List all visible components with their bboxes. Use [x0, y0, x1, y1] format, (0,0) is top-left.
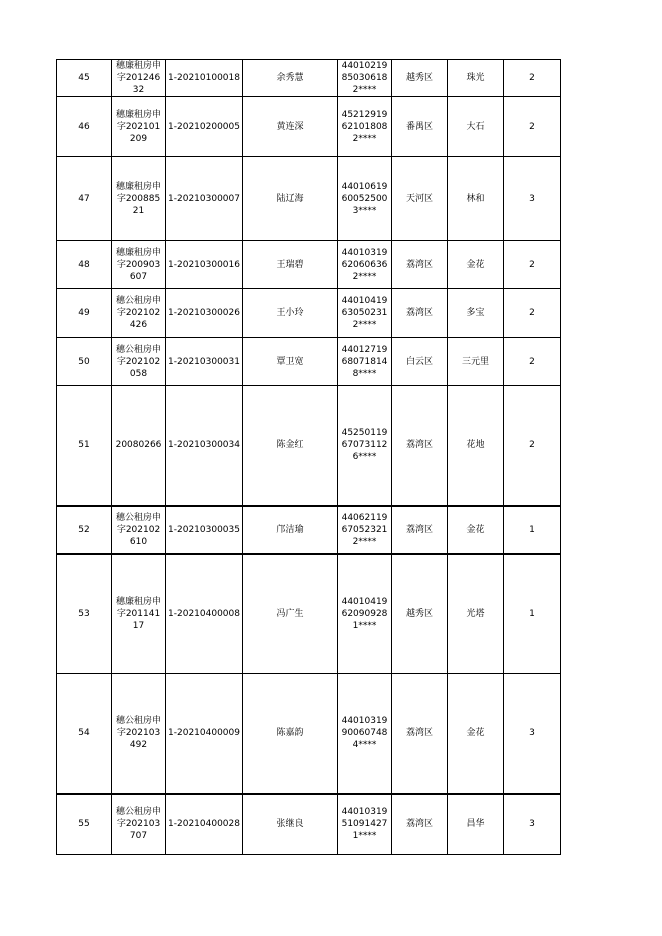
- id-number-cell: 44010619600525003****: [338, 157, 392, 241]
- street-cell: 大石: [448, 97, 504, 157]
- applicant-name-cell: 冯广生: [243, 554, 338, 674]
- district-cell: 荔湾区: [392, 289, 448, 338]
- row-number-cell: 46: [57, 97, 112, 157]
- row-number-cell: 45: [57, 60, 112, 97]
- applicant-name-cell: 张继良: [243, 794, 338, 855]
- district-cell: 越秀区: [392, 60, 448, 97]
- table-row: [57, 506, 561, 554]
- household-count-cell: 2: [504, 338, 561, 386]
- row-number-cell: 49: [57, 289, 112, 338]
- district-cell: 天河区: [392, 157, 448, 241]
- records-table: [56, 59, 561, 855]
- applicant-name-cell: 陈嘉韵: [243, 674, 338, 794]
- record-number-cell: 1-20210400028: [166, 794, 243, 855]
- approval-number-cell: 穗廉租房申字202101209: [112, 97, 166, 157]
- applicant-name-cell: 陆辽海: [243, 157, 338, 241]
- record-number-cell: 1-20210300034: [166, 386, 243, 506]
- table-row: [57, 386, 561, 506]
- row-number-cell: 51: [57, 386, 112, 506]
- street-cell: 金花: [448, 506, 504, 554]
- id-number-cell: 45250119670731126****: [338, 386, 392, 506]
- approval-number-cell: 穗公租房申字202102610: [112, 506, 166, 554]
- approval-number-cell: 穗廉租房申字20088521: [112, 157, 166, 241]
- household-count-cell: 1: [504, 554, 561, 674]
- household-count-cell: 2: [504, 97, 561, 157]
- row-number-cell: 53: [57, 554, 112, 674]
- street-cell: 昌华: [448, 794, 504, 855]
- household-count-cell: 3: [504, 157, 561, 241]
- district-cell: 荔湾区: [392, 506, 448, 554]
- approval-number-cell: 20080266: [112, 386, 166, 506]
- district-cell: 越秀区: [392, 554, 448, 674]
- id-number-cell: 44012719680718148****: [338, 338, 392, 386]
- applicant-name-cell: 覃卫宽: [243, 338, 338, 386]
- id-number-cell: 44010319620606362****: [338, 241, 392, 289]
- household-count-cell: 2: [504, 60, 561, 97]
- record-number-cell: 1-20210200005: [166, 97, 243, 157]
- household-count-cell: 2: [504, 241, 561, 289]
- street-cell: 三元里: [448, 338, 504, 386]
- row-number-cell: 52: [57, 506, 112, 554]
- district-cell: 荔湾区: [392, 674, 448, 794]
- approval-number-cell: 穗廉租房申字20114117: [112, 554, 166, 674]
- id-number-cell: 44010319510914271****: [338, 794, 392, 855]
- approval-number-cell: 穗公租房申字202103492: [112, 674, 166, 794]
- table-row: [57, 674, 561, 794]
- applicant-name-cell: 王瑞碧: [243, 241, 338, 289]
- street-cell: 花地: [448, 386, 504, 506]
- record-number-cell: 1-20210300016: [166, 241, 243, 289]
- table-row: [57, 338, 561, 386]
- household-count-cell: 2: [504, 386, 561, 506]
- record-number-cell: 1-20210400009: [166, 674, 243, 794]
- applicant-name-cell: 黄连深: [243, 97, 338, 157]
- record-number-cell: 1-20210400008: [166, 554, 243, 674]
- district-cell: 白云区: [392, 338, 448, 386]
- district-cell: 荔湾区: [392, 386, 448, 506]
- id-number-cell: 45212919621018082****: [338, 97, 392, 157]
- street-cell: 林和: [448, 157, 504, 241]
- household-count-cell: 3: [504, 794, 561, 855]
- household-count-cell: 1: [504, 506, 561, 554]
- record-number-cell: 1-20210300007: [166, 157, 243, 241]
- district-cell: 番禺区: [392, 97, 448, 157]
- street-cell: 多宝: [448, 289, 504, 338]
- id-number-cell: 44062119670523212****: [338, 506, 392, 554]
- table-row: [57, 157, 561, 241]
- table-row: [57, 97, 561, 157]
- row-number-cell: 54: [57, 674, 112, 794]
- table-row: [57, 794, 561, 855]
- table-row: [57, 554, 561, 674]
- record-number-cell: 1-20210300035: [166, 506, 243, 554]
- approval-number-cell: 穗廉租房申字20124632: [112, 60, 166, 97]
- record-number-cell: 1-20210300026: [166, 289, 243, 338]
- record-number-cell: 1-20210300031: [166, 338, 243, 386]
- row-number-cell: 55: [57, 794, 112, 855]
- street-cell: 金花: [448, 241, 504, 289]
- id-number-cell: 44010419630502312****: [338, 289, 392, 338]
- applicant-name-cell: 王小玲: [243, 289, 338, 338]
- household-count-cell: 3: [504, 674, 561, 794]
- approval-number-cell: 穗公租房申字202103707: [112, 794, 166, 855]
- district-cell: 荔湾区: [392, 241, 448, 289]
- record-number-cell: 1-20210100018: [166, 60, 243, 97]
- approval-number-cell: 穗公租房申字202102058: [112, 338, 166, 386]
- district-cell: 荔湾区: [392, 794, 448, 855]
- applicant-name-cell: 陈金红: [243, 386, 338, 506]
- street-cell: 珠光: [448, 60, 504, 97]
- household-count-cell: 2: [504, 289, 561, 338]
- row-number-cell: 47: [57, 157, 112, 241]
- street-cell: 光塔: [448, 554, 504, 674]
- id-number-cell: 44010219850306182****: [338, 60, 392, 97]
- id-number-cell: 44010419620909281****: [338, 554, 392, 674]
- id-number-cell: 44010319900607484****: [338, 674, 392, 794]
- row-number-cell: 50: [57, 338, 112, 386]
- street-cell: 金花: [448, 674, 504, 794]
- row-number-cell: 48: [57, 241, 112, 289]
- approval-number-cell: 穗公租房申字202102426: [112, 289, 166, 338]
- table-body: [57, 60, 561, 855]
- approval-number-cell: 穗廉租房申字200903607: [112, 241, 166, 289]
- applicant-name-cell: 余秀慧: [243, 60, 338, 97]
- table-row: [57, 241, 561, 289]
- table-row: [57, 60, 561, 97]
- table-row: [57, 289, 561, 338]
- applicant-name-cell: 邝洁瑜: [243, 506, 338, 554]
